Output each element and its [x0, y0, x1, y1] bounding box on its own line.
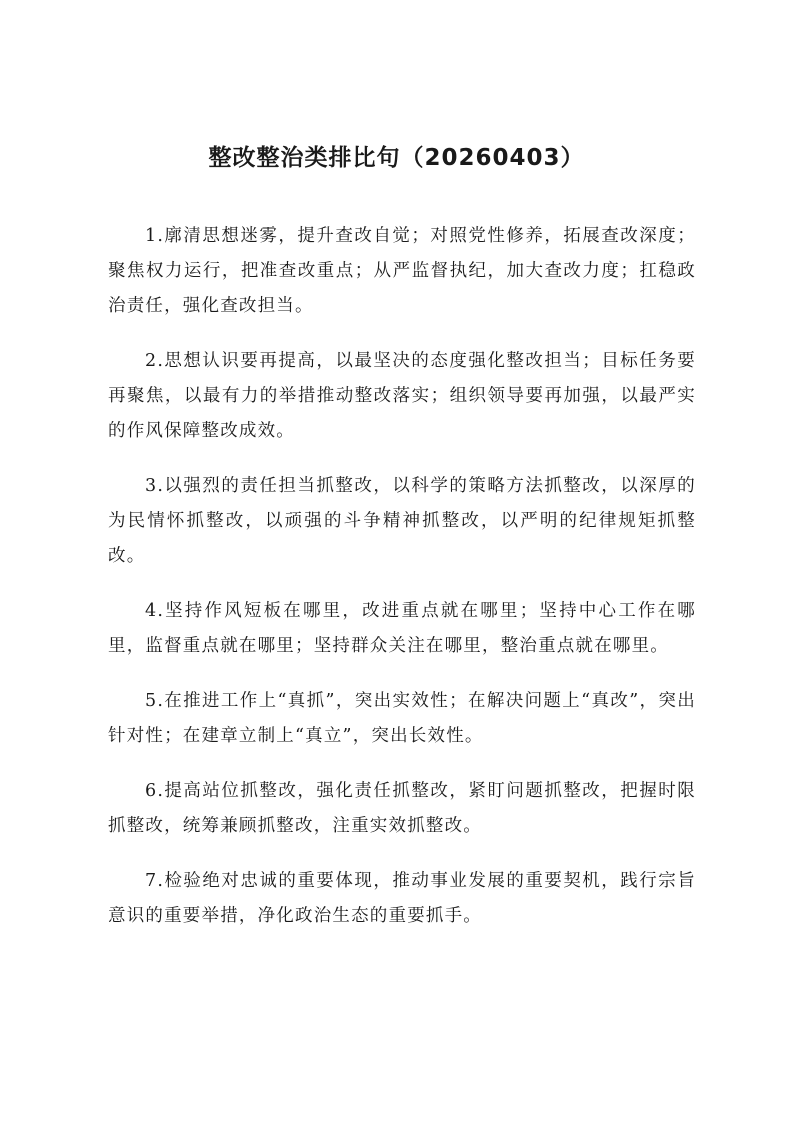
paragraph-7: 7.检验绝对忠诚的重要体现，推动事业发展的重要契机，践行宗旨意识的重要举措，净化政治生态的重要抓手。: [108, 871, 696, 926]
paragraph-4: 4.坚持作风短板在哪里，改进重点就在哪里；坚持中心工作在哪里，监督重点就在哪里；坚持群众关注在哪里，整治重点就在哪里。: [108, 601, 696, 656]
paragraph-2: 2.思想认识要再提高，以最坚决的态度强化整改担当；目标任务要再聚焦，以最有力的举措推动整改落实；组织领导要再加强，以最严实的作风保障整改成效。: [108, 351, 696, 441]
paragraph-3: 3.以强烈的责任担当抓整改，以科学的策略方法抓整改，以深厚的为民情怀抓整改，以顽强的斗争精神抓整改，以严明的纪律规矩抓整改。: [108, 476, 696, 566]
paragraph-5: 5.在推进工作上“真抓”，突出实效性；在解决问题上“真改”，突出针对性；在建章立制上“真立”，突出长效性。: [108, 691, 696, 746]
document-body: [108, 219, 696, 954]
paragraph-1: 1.廓清思想迷雾，提升查改自觉；对照党性修养，拓展查改深度；聚焦权力运行，把准查改重点；从严监督执纪，加大查改力度；扛稳政治责任，强化查改担当。: [108, 226, 696, 316]
document-title: 整改整治类排比句（20260403）: [208, 145, 585, 171]
paragraph-6: 6.提高站位抓整改，强化责任抓整改，紧盯问题抓整改，把握时限抓整改，统筹兼顾抓整改，注重实效抓整改。: [108, 781, 696, 836]
